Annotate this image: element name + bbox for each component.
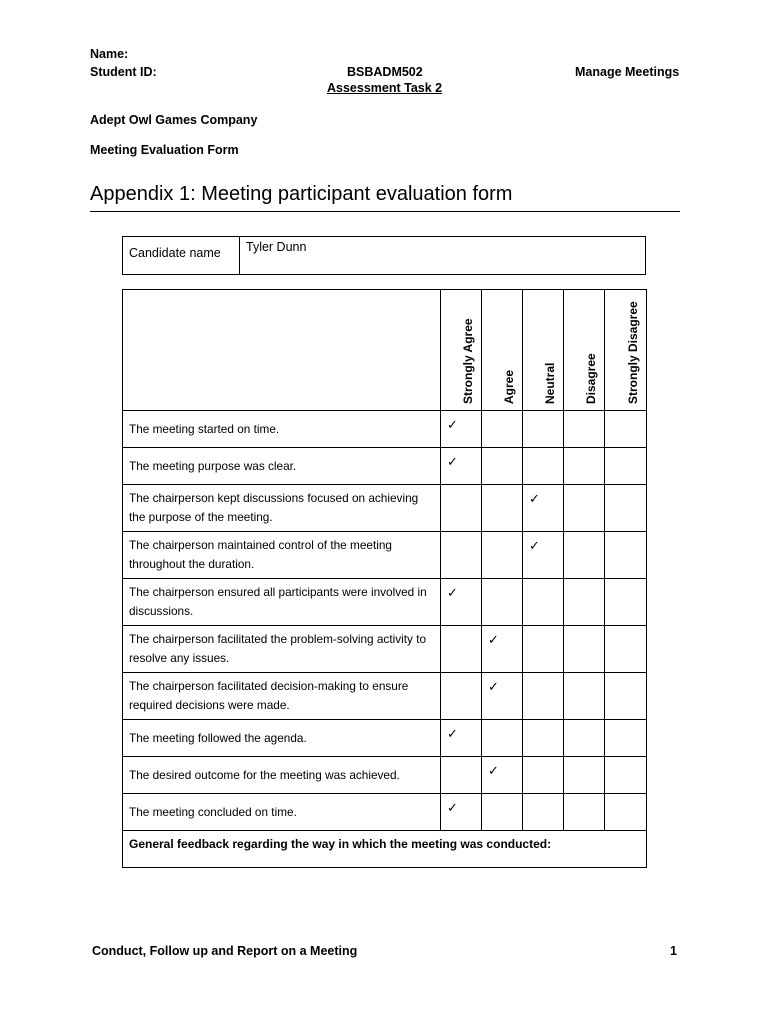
rating-cell[interactable] [523, 794, 564, 831]
checkmark-icon: ✓ [488, 632, 499, 647]
candidate-value: Tyler Dunn [240, 237, 646, 275]
checkmark-icon: ✓ [488, 763, 499, 778]
company-name: Adept Owl Games Company [90, 113, 258, 127]
rating-cell[interactable] [441, 757, 482, 794]
table-row [123, 720, 647, 757]
rating-cell[interactable] [482, 794, 523, 831]
checkmark-icon: ✓ [447, 800, 458, 815]
title-divider [90, 211, 680, 212]
column-header [523, 290, 564, 411]
page-number: 1 [670, 944, 677, 958]
column-neutral: Neutral [543, 362, 557, 404]
rating-cell[interactable] [564, 794, 605, 831]
rating-cell[interactable] [441, 411, 482, 448]
rating-cell[interactable] [523, 411, 564, 448]
rating-cell[interactable] [605, 579, 647, 626]
column-disagree: Disagree [584, 353, 598, 404]
column-header [441, 290, 482, 411]
form-title: Meeting Evaluation Form [90, 143, 239, 157]
rating-cell[interactable] [482, 579, 523, 626]
statement-cell: The meeting concluded on time. [123, 794, 441, 831]
table-row [123, 579, 647, 626]
statement-cell: The meeting purpose was clear. [123, 448, 441, 485]
rating-cell[interactable] [441, 485, 482, 532]
name-label: Name: [90, 47, 129, 61]
candidate-table [122, 236, 646, 275]
rating-cell[interactable] [605, 757, 647, 794]
rating-cell[interactable] [482, 485, 523, 532]
column-strongly-disagree: Strongly Disagree [625, 301, 640, 404]
rating-cell[interactable] [605, 673, 647, 720]
rating-cell[interactable] [482, 757, 523, 794]
checkmark-icon: ✓ [529, 491, 540, 506]
rating-cell[interactable] [605, 720, 647, 757]
statement-cell: The chairperson kept discussions focused on achieving the purpose of the meeting. [123, 485, 441, 532]
rating-cell[interactable] [564, 720, 605, 757]
rating-cell[interactable] [482, 626, 523, 673]
rating-cell[interactable] [441, 579, 482, 626]
checkmark-icon: ✓ [488, 679, 499, 694]
rating-cell[interactable] [482, 411, 523, 448]
task-title: Assessment Task 2 [327, 81, 443, 95]
rating-cell[interactable] [523, 757, 564, 794]
rating-cell[interactable] [482, 448, 523, 485]
checkmark-icon: ✓ [447, 417, 458, 432]
evaluation-table [122, 289, 647, 868]
rating-cell[interactable] [564, 673, 605, 720]
rating-cell[interactable] [605, 794, 647, 831]
rating-cell[interactable] [564, 411, 605, 448]
rating-cell[interactable] [441, 448, 482, 485]
header-blank-cell [123, 290, 441, 411]
footer-title: Conduct, Follow up and Report on a Meeting [92, 944, 358, 958]
rating-cell[interactable] [441, 720, 482, 757]
rating-cell[interactable] [441, 794, 482, 831]
table-row [123, 411, 647, 448]
rating-cell[interactable] [482, 532, 523, 579]
rating-cell[interactable] [564, 757, 605, 794]
rating-header-row [123, 290, 647, 411]
statement-cell: The chairperson facilitated decision-making to ensure required decisions were made. [123, 673, 441, 720]
unit-code: BSBADM502 [347, 65, 423, 79]
rating-cell[interactable] [605, 532, 647, 579]
rating-cell[interactable] [605, 485, 647, 532]
rating-cell[interactable] [482, 720, 523, 757]
table-row [123, 448, 647, 485]
rating-cell[interactable] [441, 673, 482, 720]
unit-title: Manage Meetings [575, 65, 680, 79]
checkmark-icon: ✓ [447, 454, 458, 469]
rating-cell[interactable] [605, 411, 647, 448]
rating-cell[interactable] [482, 673, 523, 720]
column-header [564, 290, 605, 411]
statement-cell: The desired outcome for the meeting was achieved. [123, 757, 441, 794]
column-agree: Agree [502, 369, 516, 404]
rating-cell[interactable] [564, 448, 605, 485]
rating-cell[interactable] [523, 720, 564, 757]
statement-cell: The meeting started on time. [123, 411, 441, 448]
rating-cell[interactable] [441, 626, 482, 673]
checkmark-icon: ✓ [447, 585, 458, 600]
candidate-label: Candidate name [123, 237, 240, 275]
rating-cell[interactable] [523, 673, 564, 720]
rating-cell[interactable] [605, 448, 647, 485]
table-row [123, 485, 647, 532]
statement-cell: The chairperson facilitated the problem-solving activity to resolve any issues. [123, 626, 441, 673]
rating-cell[interactable] [564, 579, 605, 626]
feedback-row [123, 831, 647, 868]
table-row [123, 757, 647, 794]
statement-cell: The chairperson maintained control of the meeting throughout the duration. [123, 532, 441, 579]
rating-cell[interactable] [564, 532, 605, 579]
table-row [123, 673, 647, 720]
rating-cell[interactable] [523, 532, 564, 579]
rating-cell[interactable] [441, 532, 482, 579]
table-row [123, 626, 647, 673]
rating-cell[interactable] [605, 626, 647, 673]
column-header [482, 290, 523, 411]
appendix-title: Appendix 1: Meeting participant evaluation form [90, 183, 513, 205]
column-header [605, 290, 647, 411]
rating-cell[interactable] [523, 448, 564, 485]
checkmark-icon: ✓ [447, 726, 458, 741]
feedback-label: General feedback regarding the way in which the meeting was conducted: [123, 831, 647, 868]
table-row [123, 794, 647, 831]
rating-cell[interactable] [564, 626, 605, 673]
checkmark-icon: ✓ [529, 538, 540, 553]
rating-cell[interactable] [523, 579, 564, 626]
rating-cell[interactable] [523, 485, 564, 532]
rating-cell[interactable] [564, 485, 605, 532]
statement-cell: The meeting followed the agenda. [123, 720, 441, 757]
student-id-label: Student ID: [90, 65, 157, 79]
column-strongly-agree: Strongly Agree [461, 318, 475, 404]
rating-cell[interactable] [523, 626, 564, 673]
table-row [123, 532, 647, 579]
statement-cell: The chairperson ensured all participants were involved in discussions. [123, 579, 441, 626]
